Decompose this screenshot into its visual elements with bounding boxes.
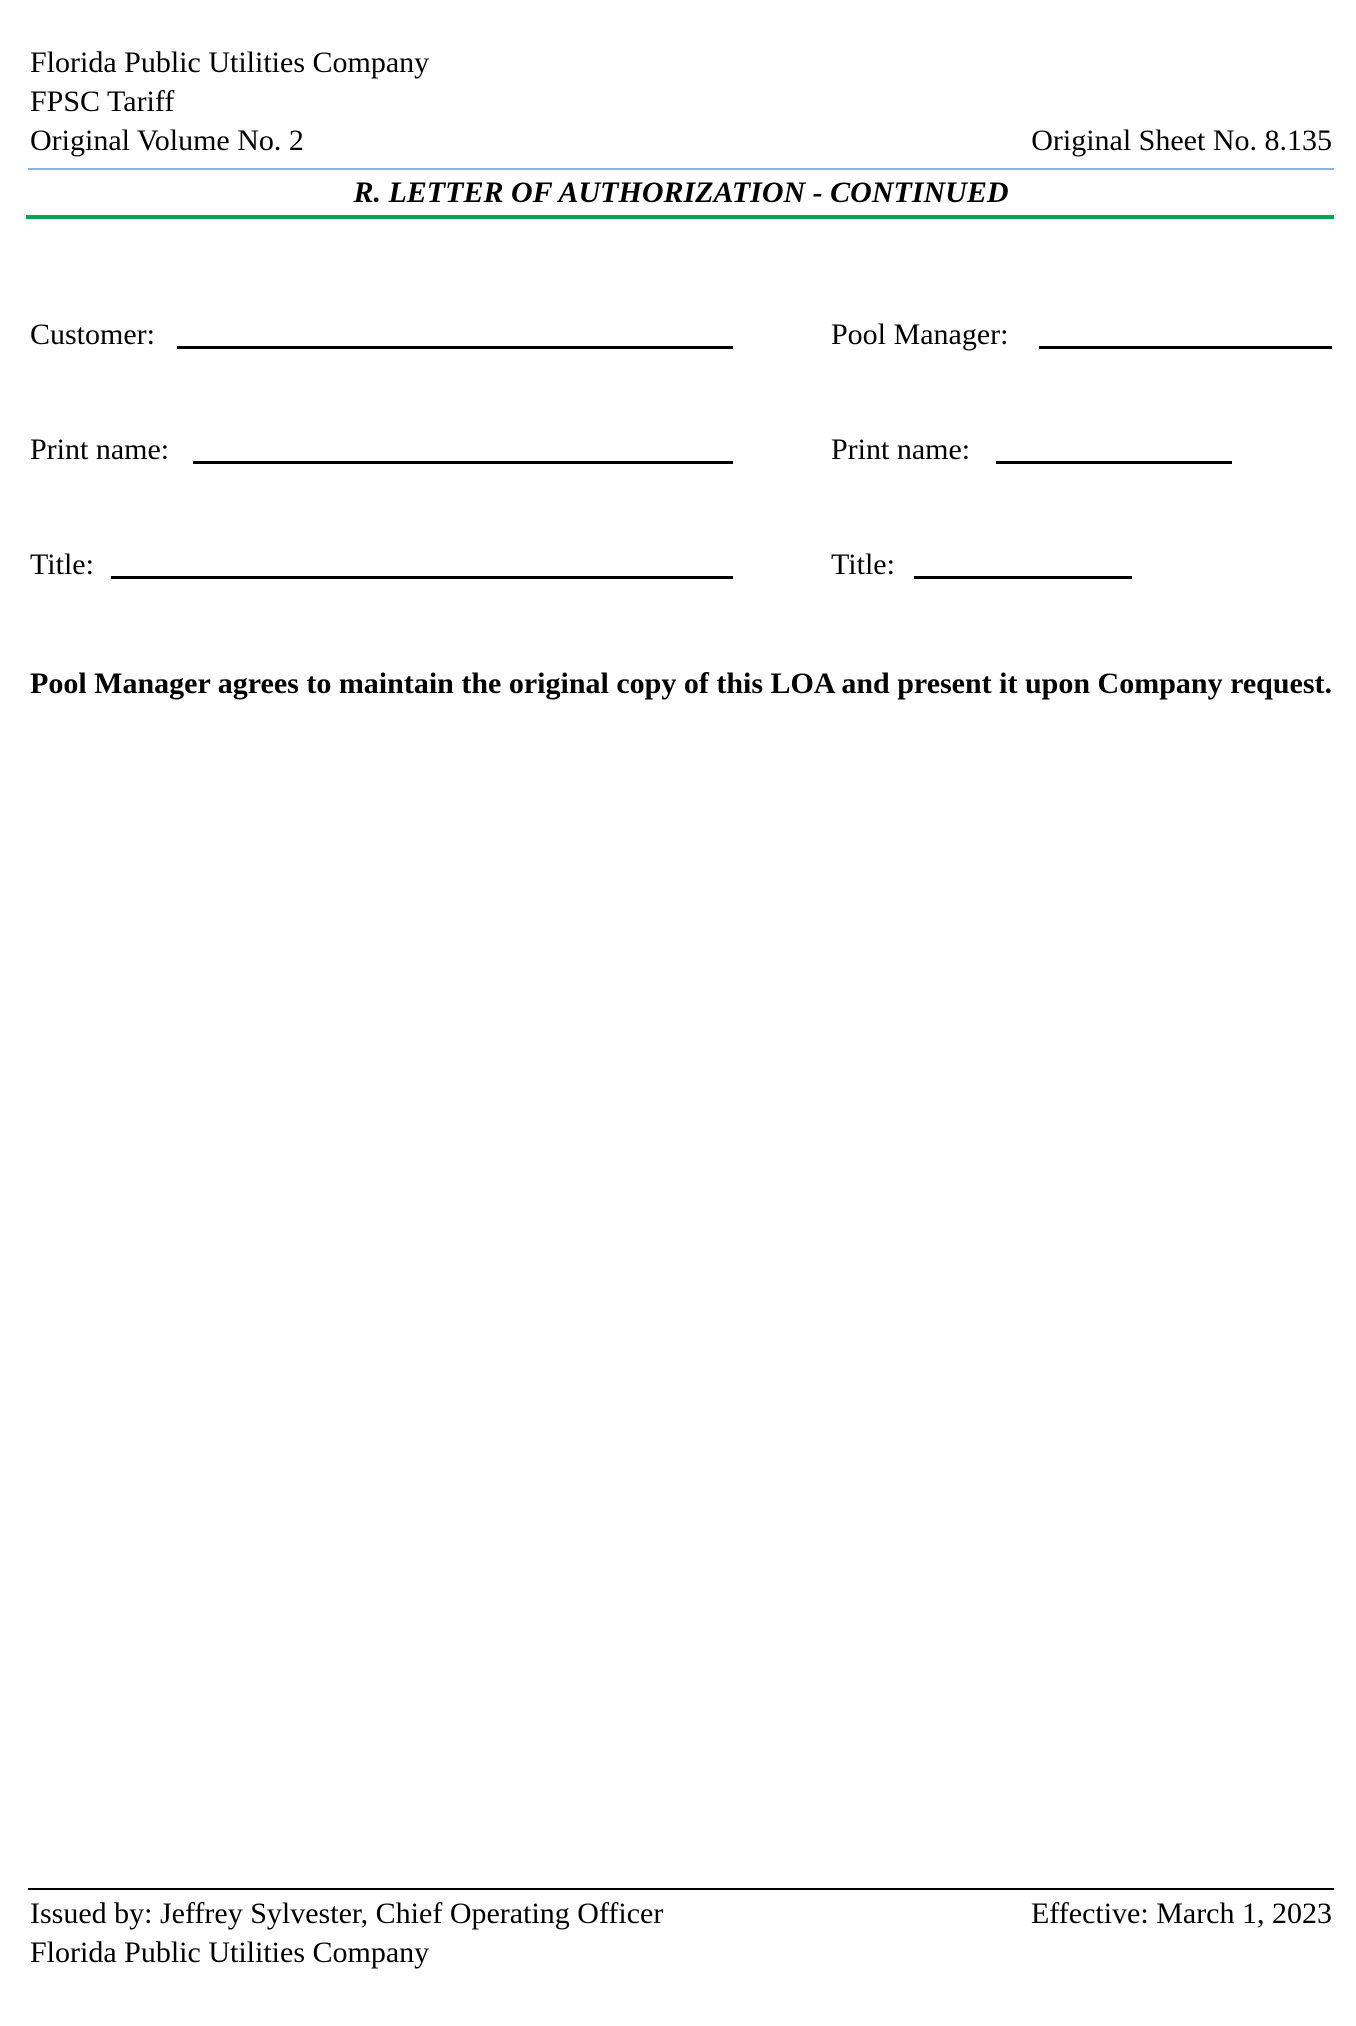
pool-manager-print-name-label: Print name: [831,433,971,466]
header-company-name: Florida Public Utilities Company [30,46,430,79]
customer-label: Customer: [30,318,155,351]
customer-title-line [111,576,733,579]
footer-divider [28,1888,1334,1890]
pool-manager-label: Pool Manager: [831,318,1009,351]
notice-paragraph: Pool Manager agrees to maintain the original copy of this LOA and present it upon Company request. [30,667,1333,700]
header-volume: Original Volume No. 2 [30,124,304,157]
pool-manager-title-label: Title: [831,548,895,581]
footer-effective-date: Effective: March 1, 2023 [1030,1897,1332,1930]
header-tariff: FPSC Tariff [30,85,175,118]
pool-manager-signature-line [1039,346,1332,349]
header-sheet-number: Original Sheet No. 8.135 [1031,124,1332,157]
section-divider [26,215,1334,219]
customer-print-name-line [193,461,733,464]
header-divider [28,168,1334,170]
pool-manager-print-name-line [996,461,1232,464]
section-title: R. LETTER OF AUTHORIZATION - CONTINUED [353,176,1009,209]
pool-manager-title-line [914,576,1132,579]
customer-print-name-label: Print name: [30,433,170,466]
footer-issued-by: Issued by: Jeffrey Sylvester, Chief Operating Officer [30,1897,664,1930]
footer-company-name: Florida Public Utilities Company [30,1936,430,1969]
customer-signature-line [177,346,733,349]
customer-title-label: Title: [30,548,94,581]
